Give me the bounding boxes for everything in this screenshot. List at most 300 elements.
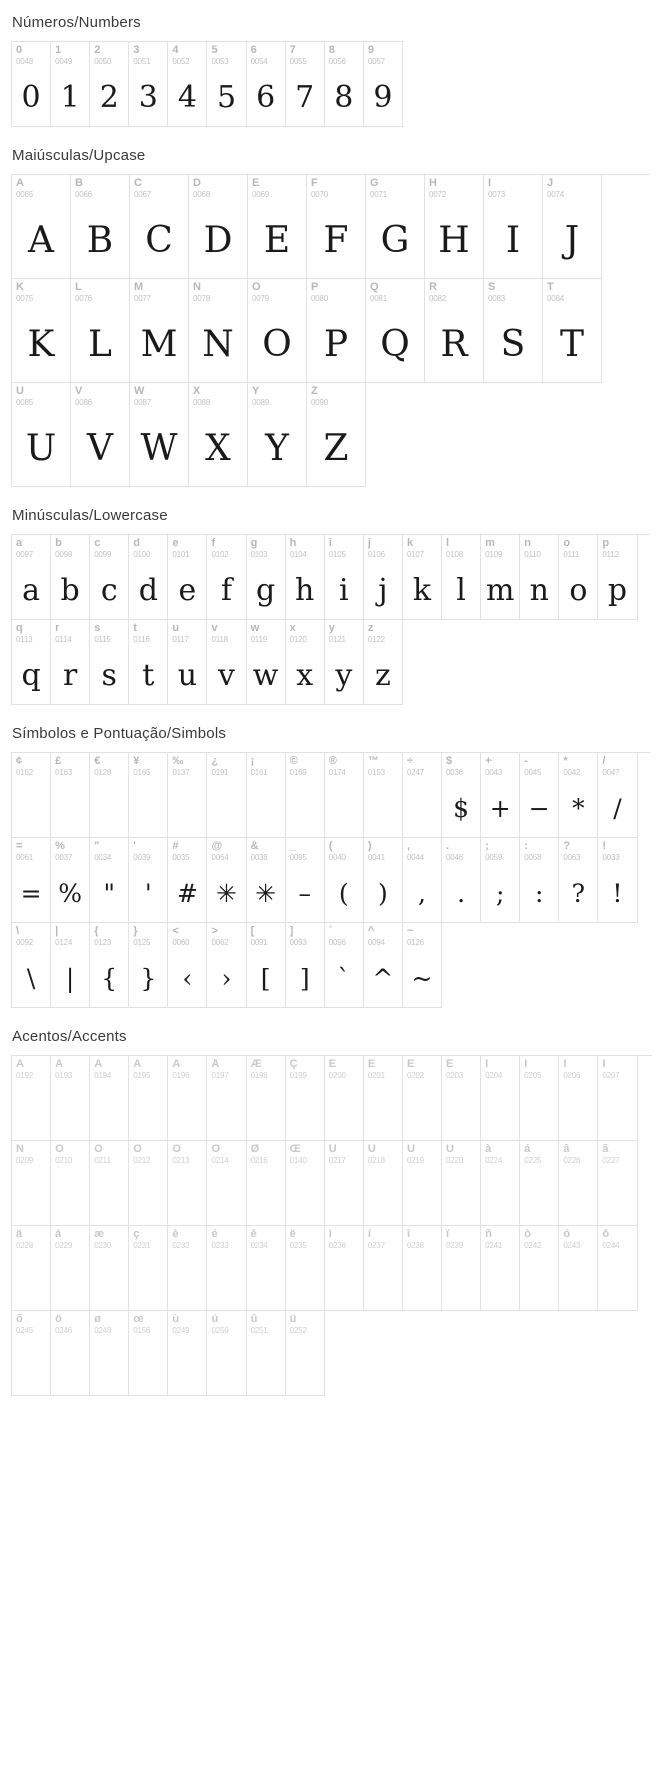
glyph-cell[interactable]: [207, 1311, 246, 1396]
glyph-meta: [247, 42, 285, 66]
glyph-meta: [207, 1056, 245, 1080]
glyph-meta: [481, 1141, 519, 1165]
glyph-meta: [403, 1141, 441, 1165]
glyph-char-label: m: [485, 538, 495, 549]
glyph-cell[interactable]: [71, 383, 130, 487]
glyph-cell[interactable]: [559, 535, 598, 620]
glyph-cell[interactable]: [598, 753, 637, 838]
glyph-cell[interactable]: [12, 923, 51, 1008]
glyph-cell[interactable]: [247, 1056, 286, 1141]
glyph-cell[interactable]: [247, 838, 286, 923]
glyph-render: +: [489, 793, 511, 823]
glyph-meta: [51, 1056, 89, 1080]
glyph-render: [12, 1165, 50, 1227]
glyph-render: 5: [216, 79, 237, 115]
glyph-cell[interactable]: [248, 279, 307, 383]
glyph-cell[interactable]: [364, 1141, 403, 1226]
glyph-render: 2: [99, 79, 119, 115]
glyph-cell[interactable]: [51, 535, 90, 620]
glyph-cell[interactable]: [286, 1141, 325, 1226]
glyph-cell[interactable]: [559, 1141, 598, 1226]
glyph-render: ]: [299, 963, 310, 993]
glyph-code-label: 0048: [16, 57, 33, 66]
glyph-render: ~: [411, 963, 433, 993]
glyph-cell[interactable]: [247, 42, 286, 127]
glyph-cell[interactable]: [51, 1056, 90, 1141]
glyph-char-label: 9: [367, 45, 374, 56]
glyph-cell[interactable]: [168, 1141, 207, 1226]
glyph-cell[interactable]: [481, 1056, 520, 1141]
glyph-cell[interactable]: [559, 1056, 598, 1141]
glyph-cell[interactable]: [364, 42, 403, 127]
glyph-char-label: &: [250, 841, 259, 852]
glyph-char-label: ™: [367, 756, 379, 767]
glyph-cell[interactable]: [364, 1056, 403, 1141]
glyph-cell[interactable]: [168, 1226, 207, 1311]
glyph-code-label: 0099: [94, 550, 112, 559]
glyph-cell[interactable]: [325, 923, 364, 1008]
glyph-render: [12, 1250, 50, 1312]
glyph-cell[interactable]: [403, 1226, 442, 1311]
glyph-cell[interactable]: [129, 535, 168, 620]
glyph-cell[interactable]: [168, 923, 207, 1008]
glyph-char-label: {: [94, 926, 99, 937]
glyph-meta: [12, 620, 50, 644]
glyph-render: 4: [177, 79, 197, 115]
glyph-cell[interactable]: [168, 42, 207, 127]
glyph-cell[interactable]: [286, 753, 325, 838]
glyph-char-label: ‰: [172, 756, 184, 767]
glyph-cell[interactable]: [207, 1141, 246, 1226]
glyph-render: [364, 777, 402, 839]
glyph-cell[interactable]: [484, 175, 543, 279]
glyph-cell[interactable]: [189, 175, 248, 279]
glyph-cell[interactable]: [598, 1056, 637, 1141]
glyph-code-label: 0248: [94, 1326, 112, 1335]
glyph-code-label: 0213: [172, 1156, 190, 1165]
glyph-cell[interactable]: [366, 279, 425, 383]
glyph-render: ?: [571, 878, 586, 908]
glyph-char-label: g: [250, 538, 258, 549]
glyph-char-label: G: [370, 178, 379, 189]
glyph-cell[interactable]: [286, 1311, 325, 1396]
glyph-meta: [12, 923, 50, 947]
glyph-meta: [90, 1141, 128, 1165]
glyph-cell[interactable]: [559, 753, 598, 838]
glyph-char-label: ë: [289, 1229, 296, 1240]
glyph-char-label: à: [485, 1144, 492, 1155]
glyph-cell[interactable]: [90, 838, 129, 923]
glyph-cell[interactable]: [481, 753, 520, 838]
glyph-code-label: 0234: [250, 1241, 268, 1250]
glyph-cell[interactable]: [364, 620, 403, 705]
glyph-cell[interactable]: [248, 383, 307, 487]
glyph-char-label: ®: [328, 756, 337, 767]
glyph-cell[interactable]: [129, 1056, 168, 1141]
glyph-meta: [90, 1311, 128, 1335]
glyph-render: j: [378, 572, 388, 608]
glyph-cell[interactable]: [442, 838, 481, 923]
glyph-char-label: ¢: [16, 756, 23, 767]
glyph-render: ‹: [182, 963, 193, 993]
glyph-code-label: 0060: [172, 938, 190, 947]
glyph-cell[interactable]: [364, 923, 403, 1008]
glyph-cell[interactable]: [307, 175, 366, 279]
glyph-cell[interactable]: [442, 1056, 481, 1141]
glyph-cell[interactable]: [129, 838, 168, 923]
glyph-code-label: 0089: [252, 398, 269, 407]
glyph-render: ': [144, 878, 152, 908]
glyph-cell[interactable]: [51, 1311, 90, 1396]
glyph-meta: [543, 175, 601, 199]
glyph-char-label: Ñ: [16, 1144, 24, 1155]
glyph-meta: [189, 383, 247, 407]
glyph-render: F: [323, 219, 349, 261]
glyph-render: [286, 1165, 324, 1227]
glyph-code-label: 0242: [524, 1241, 542, 1250]
glyph-cell[interactable]: [520, 1056, 559, 1141]
glyph-cell[interactable]: [364, 753, 403, 838]
glyph-render: ,: [418, 878, 426, 908]
glyph-meta: [481, 535, 519, 559]
section-title-uppercase: Maiúsculas/Upcase: [12, 147, 146, 164]
glyph-char-label: ": [94, 841, 100, 852]
glyph-char-label: õ: [16, 1314, 23, 1325]
glyph-cell[interactable]: [207, 620, 246, 705]
glyph-cell[interactable]: [481, 838, 520, 923]
glyph-render: ✳: [255, 878, 277, 908]
glyph-cell[interactable]: [247, 1226, 286, 1311]
glyph-cell[interactable]: [90, 1226, 129, 1311]
glyph-char-label: R: [429, 282, 437, 293]
glyph-cell[interactable]: [90, 1311, 129, 1396]
glyph-cell[interactable]: [168, 620, 207, 705]
glyph-cell[interactable]: [481, 1141, 520, 1226]
glyph-code-label: 0235: [289, 1241, 307, 1250]
glyph-cell[interactable]: [325, 1226, 364, 1311]
glyph-cell[interactable]: [543, 175, 602, 279]
glyph-char-label: K: [16, 282, 24, 293]
glyph-cell[interactable]: [90, 620, 129, 705]
glyph-cell[interactable]: [325, 620, 364, 705]
glyph-char-label: P: [311, 282, 319, 293]
glyph-cell[interactable]: [51, 923, 90, 1008]
glyph-meta: [364, 42, 402, 66]
glyph-cell[interactable]: [90, 535, 129, 620]
glyph-meta: [559, 1056, 597, 1080]
glyph-cell[interactable]: [130, 383, 189, 487]
glyph-cell[interactable]: [247, 1311, 286, 1396]
glyph-code-label: 0042: [563, 768, 581, 777]
glyph-render: −: [528, 793, 550, 823]
glyph-cell[interactable]: [129, 620, 168, 705]
glyph-char-label: h: [289, 538, 297, 549]
glyph-cell[interactable]: [90, 923, 129, 1008]
glyph-cell[interactable]: [12, 620, 51, 705]
glyph-cell[interactable]: [598, 1226, 637, 1311]
glyph-render: f: [220, 572, 233, 608]
glyph-cell[interactable]: [403, 535, 442, 620]
glyph-meta: [307, 175, 365, 199]
glyph-cell[interactable]: [559, 838, 598, 923]
glyph-cell[interactable]: [168, 753, 207, 838]
glyph-render: [481, 1165, 519, 1227]
glyph-cell[interactable]: [403, 753, 442, 838]
glyph-render: [442, 1250, 480, 1312]
glyph-meta: [129, 923, 167, 947]
glyph-cell[interactable]: [51, 42, 90, 127]
glyph-cell[interactable]: [520, 1226, 559, 1311]
glyph-cell[interactable]: [442, 1226, 481, 1311]
glyph-cell[interactable]: [442, 535, 481, 620]
glyph-cell[interactable]: [403, 1141, 442, 1226]
glyph-cell[interactable]: [71, 175, 130, 279]
glyph-cell[interactable]: [168, 1311, 207, 1396]
glyph-code-label: 0246: [55, 1326, 73, 1335]
glyph-cell[interactable]: [90, 1056, 129, 1141]
glyph-grid-numbers: [11, 41, 403, 127]
glyph-render: [207, 777, 245, 839]
glyph-code-label: 0100: [133, 550, 151, 559]
glyph-char-label: }: [133, 926, 138, 937]
glyph-cell[interactable]: [12, 838, 51, 923]
glyph-cell[interactable]: [130, 175, 189, 279]
glyph-cell[interactable]: [286, 923, 325, 1008]
glyph-cell[interactable]: [286, 838, 325, 923]
glyph-cell[interactable]: [207, 923, 246, 1008]
glyph-cell[interactable]: [364, 535, 403, 620]
glyph-cell[interactable]: [12, 279, 71, 383]
glyph-cell[interactable]: [129, 1226, 168, 1311]
glyph-cell[interactable]: [168, 535, 207, 620]
glyph-code-label: 0057: [367, 57, 385, 66]
glyph-cell[interactable]: [168, 1056, 207, 1141]
glyph-cell[interactable]: [207, 1056, 246, 1141]
glyph-render: [247, 1080, 285, 1142]
glyph-cell[interactable]: [90, 1141, 129, 1226]
glyph-cell[interactable]: [130, 279, 189, 383]
glyph-char-label: v: [211, 623, 218, 634]
glyph-char-label: #: [172, 841, 179, 852]
glyph-cell[interactable]: [247, 923, 286, 1008]
glyph-cell[interactable]: [12, 1141, 51, 1226]
glyph-cell[interactable]: [543, 279, 602, 383]
glyph-render: [168, 1080, 206, 1142]
glyph-cell[interactable]: [12, 753, 51, 838]
glyph-render: I: [505, 219, 521, 261]
glyph-code-label: 0114: [55, 635, 72, 644]
glyph-cell[interactable]: [248, 175, 307, 279]
glyph-code-label: 0111: [563, 550, 580, 559]
glyph-meta: [247, 620, 285, 644]
glyph-cell[interactable]: [286, 1056, 325, 1141]
glyph-cell[interactable]: [598, 838, 637, 923]
glyph-char-label: E: [252, 178, 260, 189]
glyph-cell[interactable]: [559, 1226, 598, 1311]
glyph-cell[interactable]: [168, 838, 207, 923]
glyph-cell[interactable]: [403, 1056, 442, 1141]
glyph-render: [247, 1165, 285, 1227]
glyph-cell[interactable]: [364, 1226, 403, 1311]
glyph-meta: [168, 535, 206, 559]
glyph-cell[interactable]: [442, 1141, 481, 1226]
glyph-cell[interactable]: [207, 753, 246, 838]
glyph-cell[interactable]: [481, 1226, 520, 1311]
glyph-cell[interactable]: [51, 620, 90, 705]
glyph-char-label: Ô: [133, 1144, 142, 1155]
glyph-cell[interactable]: [598, 1141, 637, 1226]
glyph-cell[interactable]: [12, 383, 71, 487]
glyph-render: t: [142, 657, 155, 693]
glyph-cell[interactable]: [51, 838, 90, 923]
glyph-cell[interactable]: [520, 1141, 559, 1226]
glyph-cell[interactable]: [425, 175, 484, 279]
glyph-meta: [559, 535, 597, 559]
glyph-code-label: 0088: [193, 398, 210, 407]
glyph-char-label: o: [563, 538, 571, 549]
glyph-cell[interactable]: [403, 923, 442, 1008]
glyph-char-label: É: [367, 1059, 376, 1070]
glyph-code-label: 0195: [133, 1071, 151, 1080]
glyph-cell[interactable]: [12, 1311, 51, 1396]
glyph-code-label: 0122: [367, 635, 385, 644]
glyph-cell[interactable]: [484, 279, 543, 383]
glyph-char-label: Ü: [446, 1144, 454, 1155]
glyph-code-label: 0115: [94, 635, 111, 644]
glyph-cell[interactable]: [286, 42, 325, 127]
glyph-cell[interactable]: [325, 1056, 364, 1141]
glyph-code-label: 0064: [211, 853, 229, 862]
glyph-meta: [90, 1056, 128, 1080]
glyph-meta: [484, 175, 542, 199]
glyph-code-label: 0192: [16, 1071, 33, 1080]
glyph-cell[interactable]: [247, 753, 286, 838]
glyph-cell[interactable]: [366, 175, 425, 279]
glyph-cell[interactable]: [520, 838, 559, 923]
glyph-cell[interactable]: [325, 1141, 364, 1226]
glyph-code-label: 0041: [367, 853, 385, 862]
glyph-cell[interactable]: [129, 42, 168, 127]
glyph-code-label: 0237: [367, 1241, 385, 1250]
glyph-meta: [543, 279, 601, 303]
glyph-meta: [129, 1311, 167, 1335]
glyph-cell[interactable]: [90, 753, 129, 838]
glyph-cell[interactable]: [325, 753, 364, 838]
glyph-cell[interactable]: [207, 838, 246, 923]
glyph-meta: [51, 838, 89, 862]
glyph-cell[interactable]: [51, 753, 90, 838]
glyph-char-label: ò: [524, 1229, 531, 1240]
glyph-cell[interactable]: [325, 535, 364, 620]
glyph-cell[interactable]: [129, 923, 168, 1008]
glyph-cell[interactable]: [51, 1141, 90, 1226]
glyph-code-label: 0169: [289, 768, 307, 777]
glyph-cell[interactable]: [12, 1056, 51, 1141]
glyph-render: S: [500, 323, 526, 365]
glyph-char-label: <: [172, 926, 179, 937]
glyph-cell[interactable]: [247, 620, 286, 705]
glyph-meta: [90, 838, 128, 862]
glyph-meta: [559, 1141, 597, 1165]
glyph-char-label: Ì: [485, 1059, 489, 1070]
glyph-cell[interactable]: [90, 42, 129, 127]
glyph-meta: [481, 1056, 519, 1080]
glyph-cell[interactable]: [12, 535, 51, 620]
glyph-cell[interactable]: [207, 42, 246, 127]
glyph-render: [520, 1165, 558, 1227]
glyph-char-label: %: [55, 841, 65, 852]
glyph-cell[interactable]: [71, 279, 130, 383]
glyph-cell[interactable]: [598, 535, 637, 620]
glyph-cell[interactable]: [129, 1311, 168, 1396]
glyph-cell[interactable]: [403, 838, 442, 923]
glyph-code-label: 0211: [94, 1156, 111, 1165]
glyph-render: ›: [221, 963, 232, 993]
glyph-render: =: [20, 878, 42, 908]
glyph-render: w: [252, 657, 279, 693]
glyph-cell[interactable]: [12, 42, 51, 127]
glyph-cell[interactable]: [520, 535, 559, 620]
glyph-meta: [481, 838, 519, 862]
glyph-cell[interactable]: [207, 1226, 246, 1311]
glyph-cell[interactable]: [247, 1141, 286, 1226]
glyph-cell[interactable]: [286, 535, 325, 620]
glyph-cell[interactable]: [325, 42, 364, 127]
glyph-cell[interactable]: [364, 838, 403, 923]
glyph-cell[interactable]: [129, 1141, 168, 1226]
glyph-meta: [168, 1311, 206, 1335]
glyph-cell[interactable]: [207, 535, 246, 620]
glyph-cell[interactable]: [286, 1226, 325, 1311]
glyph-cell[interactable]: [247, 535, 286, 620]
glyph-cell[interactable]: [51, 1226, 90, 1311]
glyph-cell[interactable]: [129, 753, 168, 838]
glyph-cell[interactable]: [442, 753, 481, 838]
glyph-cell[interactable]: [325, 838, 364, 923]
glyph-code-label: 0037: [55, 853, 73, 862]
glyph-meta: [189, 175, 247, 199]
glyph-meta: [12, 753, 50, 777]
glyph-meta: [598, 838, 636, 862]
glyph-cell[interactable]: [481, 535, 520, 620]
glyph-cell[interactable]: [189, 279, 248, 383]
glyph-render: l: [456, 572, 466, 608]
glyph-cell[interactable]: [425, 279, 484, 383]
glyph-char-label: ô: [602, 1229, 610, 1240]
glyph-code-label: 0207: [602, 1071, 620, 1080]
glyph-cell[interactable]: [520, 753, 559, 838]
glyph-meta: [51, 1226, 89, 1250]
glyph-cell[interactable]: [189, 383, 248, 487]
glyph-cell[interactable]: [307, 279, 366, 383]
glyph-cell[interactable]: [12, 175, 71, 279]
glyph-char-label: 7: [289, 45, 296, 56]
glyph-cell[interactable]: [12, 1226, 51, 1311]
glyph-char-label: å: [55, 1229, 62, 1240]
glyph-code-label: 0230: [94, 1241, 112, 1250]
glyph-char-label: d: [133, 538, 141, 549]
glyph-cell[interactable]: [286, 620, 325, 705]
glyph-char-label: O: [252, 282, 261, 293]
glyph-code-label: 0214: [211, 1156, 229, 1165]
glyph-code-label: 0239: [446, 1241, 464, 1250]
glyph-code-label: 0121: [328, 635, 346, 644]
glyph-char-label: =: [16, 841, 23, 852]
glyph-char-label: è: [172, 1229, 179, 1240]
glyph-code-label: 0206: [563, 1071, 581, 1080]
glyph-cell[interactable]: [307, 383, 366, 487]
glyph-code-label: 0125: [133, 938, 151, 947]
